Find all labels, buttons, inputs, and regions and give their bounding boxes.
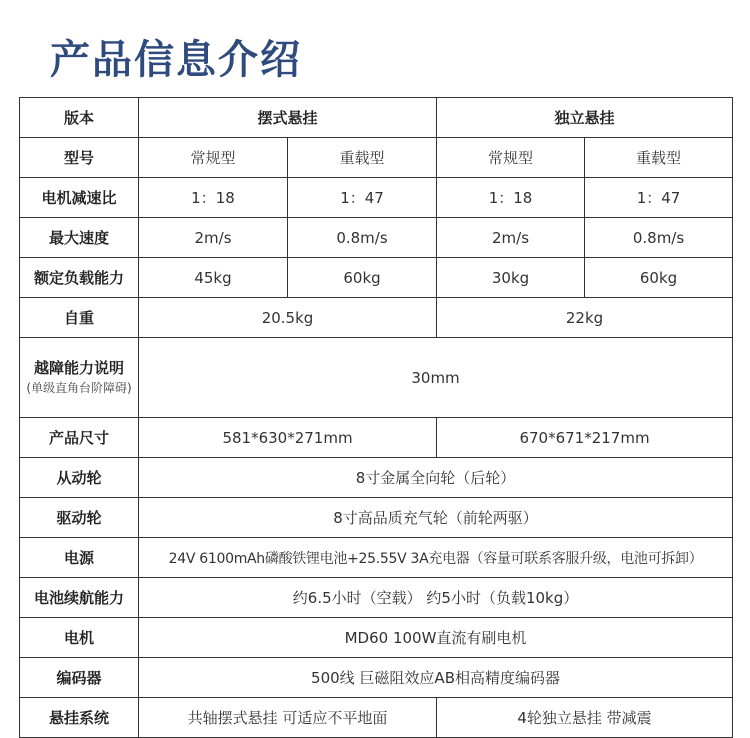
table-cell: 20.5kg: [139, 298, 437, 338]
row-label-speed: 最大速度: [20, 218, 139, 258]
row-label-size: 产品尺寸: [20, 418, 139, 458]
table-row-load: [20, 258, 733, 298]
row-label-power: 电源: [20, 538, 139, 578]
header-independent-suspension: 独立悬挂: [437, 98, 733, 138]
table-row-encoder: [20, 658, 733, 698]
table-row-weight: [20, 298, 733, 338]
table-row-power: [20, 538, 733, 578]
table-cell: 重载型: [585, 138, 733, 178]
table-cell: 22kg: [437, 298, 733, 338]
spec-table: [19, 97, 733, 738]
table-cell: 0.8m/s: [585, 218, 733, 258]
table-row-caster: [20, 458, 733, 498]
table-row-suspension: [20, 698, 733, 738]
table-cell: 重载型: [288, 138, 437, 178]
row-label-obstacle: [20, 338, 139, 418]
row-label-load: 额定负载能力: [20, 258, 139, 298]
table-row-battery: [20, 578, 733, 618]
row-label-drive: 驱动轮: [20, 498, 139, 538]
table-cell: 约6.5小时（空载） 约5小时（负载10kg）: [139, 578, 733, 618]
table-cell: 670*671*217mm: [437, 418, 733, 458]
table-cell: 45kg: [139, 258, 288, 298]
table-cell: 0.8m/s: [288, 218, 437, 258]
table-cell: 8寸高品质充气轮（前轮两驱）: [139, 498, 733, 538]
header-swing-suspension: 摆式悬挂: [139, 98, 437, 138]
row-label-version: 版本: [20, 98, 139, 138]
page-title: 产品信息介绍: [50, 37, 302, 83]
table-row-obstacle: [20, 338, 733, 418]
table-cell: 常规型: [437, 138, 585, 178]
table-cell: 2m/s: [139, 218, 288, 258]
table-row-size: [20, 418, 733, 458]
row-label-model: 型号: [20, 138, 139, 178]
obstacle-note: (单级直角台阶障碍): [26, 380, 132, 395]
table-cell: 500线 巨磁阻效应AB相高精度编码器: [139, 658, 733, 698]
row-label-ratio: 电机减速比: [20, 178, 139, 218]
table-cell: 581*630*271mm: [139, 418, 437, 458]
table-cell: 8寸金属全向轮（后轮）: [139, 458, 733, 498]
table-row-motor: [20, 618, 733, 658]
row-label-motor: 电机: [20, 618, 139, 658]
table-cell: 60kg: [288, 258, 437, 298]
row-label-encoder: 编码器: [20, 658, 139, 698]
row-label-suspension: 悬挂系统: [20, 698, 139, 738]
obstacle-label: 越障能力说明: [33, 358, 124, 377]
table-cell: 1：47: [288, 178, 437, 218]
table-row-version: [20, 98, 733, 138]
table-row-model: [20, 138, 733, 178]
table-row-speed: [20, 218, 733, 258]
row-label-weight: 自重: [20, 298, 139, 338]
table-cell: 2m/s: [437, 218, 585, 258]
row-label-caster: 从动轮: [20, 458, 139, 498]
table-cell: 24V 6100mAh磷酸铁锂电池+25.55V 3A充电器（容量可联系客服升级，电池可拆卸）: [139, 538, 733, 578]
table-cell: 共轴摆式悬挂 可适应不平地面: [139, 698, 437, 738]
row-label-battery: 电池续航能力: [20, 578, 139, 618]
table-cell: 60kg: [585, 258, 733, 298]
table-row-ratio: [20, 178, 733, 218]
table-cell: 1：18: [139, 178, 288, 218]
table-cell: 1：18: [437, 178, 585, 218]
table-cell: 1：47: [585, 178, 733, 218]
table-row-drive: [20, 498, 733, 538]
table-cell: 30mm: [139, 338, 733, 418]
table-cell: 常规型: [139, 138, 288, 178]
table-cell: MD60 100W直流有刷电机: [139, 618, 733, 658]
table-cell: 4轮独立悬挂 带减震: [437, 698, 733, 738]
table-cell: 30kg: [437, 258, 585, 298]
